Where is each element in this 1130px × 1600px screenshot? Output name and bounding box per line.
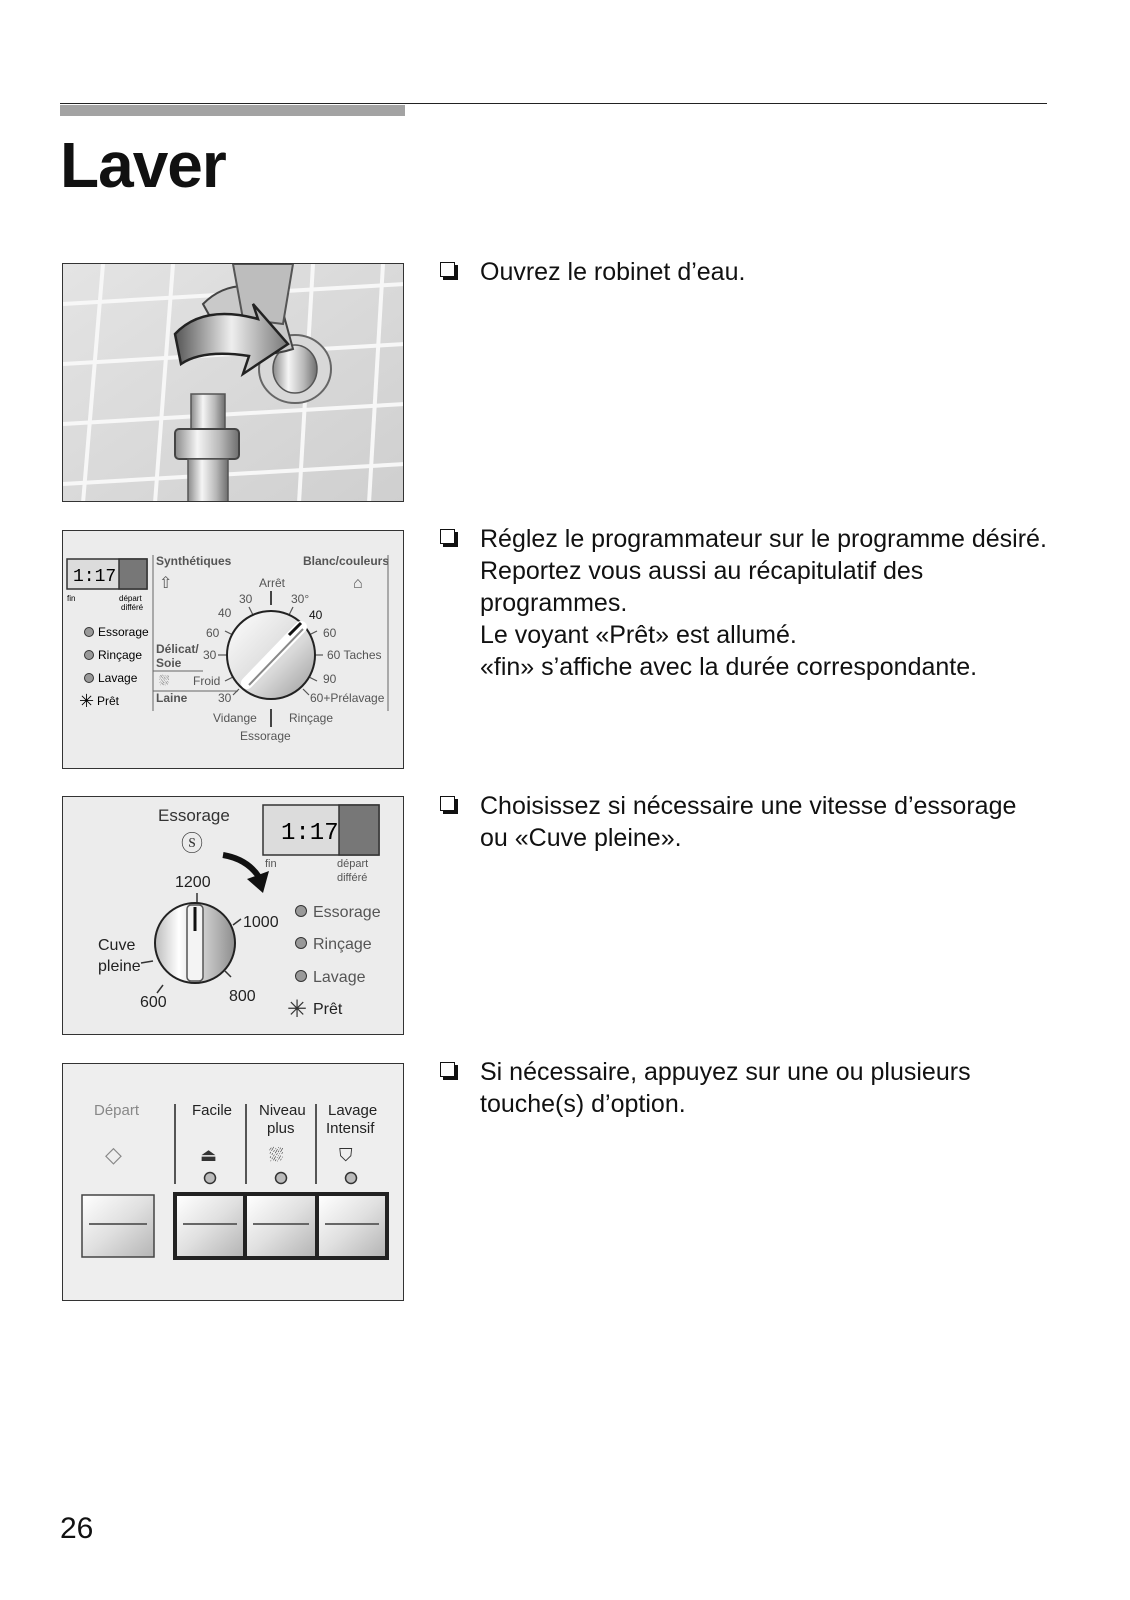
led-label: Lavage bbox=[98, 671, 138, 685]
label-pleine: pleine bbox=[98, 958, 141, 975]
label-essorage: Essorage bbox=[240, 729, 291, 743]
step-text: Choisissez si nécessaire une vitesse d’essorage bbox=[480, 792, 1017, 820]
led-essorage bbox=[296, 906, 307, 917]
step-text: «fin» s’affiche avec la durée correspondante. bbox=[480, 653, 978, 681]
step-3 bbox=[440, 790, 1070, 854]
iron-icon: ⏏ bbox=[200, 1145, 218, 1165]
label-differe: différé bbox=[337, 872, 368, 884]
display-screen bbox=[263, 805, 379, 855]
lavage-intensif-button[interactable] bbox=[319, 1196, 385, 1256]
step-text: Ouvrez le robinet d’eau. bbox=[480, 258, 746, 286]
checkbox-bullet-icon bbox=[440, 262, 455, 277]
checkbox-bullet-icon bbox=[440, 1062, 455, 1077]
label-depart: Départ bbox=[94, 1102, 140, 1119]
speed-label: 1000 bbox=[243, 914, 279, 931]
temp-label: 60 bbox=[323, 626, 337, 640]
label-differe: différé bbox=[121, 603, 144, 612]
led-essorage bbox=[85, 628, 94, 637]
spin-title: Essorage bbox=[158, 806, 230, 825]
shirt-icon: ⛉ bbox=[339, 1145, 353, 1165]
label-fin: fin bbox=[265, 858, 277, 870]
header-accent-bar bbox=[60, 105, 405, 116]
group-laine: Laine bbox=[156, 691, 188, 705]
star-icon: ✳ bbox=[79, 691, 95, 711]
display-screen bbox=[67, 559, 147, 589]
step-text: Le voyant «Prêt» est allumé. bbox=[480, 621, 797, 649]
step-2 bbox=[440, 523, 1070, 683]
start-button[interactable] bbox=[82, 1195, 154, 1257]
spin-icon: ⓢ bbox=[181, 831, 204, 856]
label-intensif: Intensif bbox=[326, 1120, 375, 1137]
speed-label: 800 bbox=[229, 988, 256, 1005]
step-1 bbox=[440, 256, 1070, 288]
speed-label: 600 bbox=[140, 994, 167, 1011]
led-label: Essorage bbox=[313, 904, 381, 921]
label-plus: plus bbox=[267, 1120, 295, 1137]
temp-label: 90 bbox=[323, 672, 337, 686]
led-lavage bbox=[85, 674, 94, 683]
temp-label: 60 Taches bbox=[327, 648, 382, 662]
star-icon: ✳ bbox=[287, 996, 308, 1023]
water-level-icon: ⛆ bbox=[269, 1145, 284, 1165]
spin-selector-panel bbox=[62, 796, 404, 1035]
program-selector-panel bbox=[62, 530, 404, 769]
label-froid: Froid bbox=[193, 674, 221, 688]
page-title: Laver bbox=[60, 129, 226, 201]
start-icon: ◇ bbox=[105, 1142, 122, 1167]
checkbox-bullet-icon bbox=[440, 529, 455, 544]
step-text: Reportez vous aussi au récapitulatif des bbox=[480, 557, 924, 585]
group-synthetiques: Synthétiques bbox=[156, 554, 232, 568]
page-number: 26 bbox=[60, 1512, 94, 1545]
synthetic-icon: ⇧ bbox=[159, 575, 173, 592]
led-rincage bbox=[296, 938, 307, 949]
group-blanc: Blanc/couleurs bbox=[303, 554, 390, 568]
step-4 bbox=[440, 1056, 1070, 1120]
led-lavage bbox=[296, 971, 307, 982]
facile-button[interactable] bbox=[177, 1196, 243, 1256]
group-delicat: Délicat/ bbox=[156, 642, 199, 656]
niveau-plus-button[interactable] bbox=[247, 1196, 315, 1256]
temp-label: 30 bbox=[203, 648, 217, 662]
led-label: Rinçage bbox=[313, 936, 372, 953]
option-buttons-panel bbox=[62, 1063, 404, 1301]
led-label: Prêt bbox=[313, 1001, 343, 1018]
temp-label: 60+Prélavage bbox=[310, 691, 385, 705]
led-label: Essorage bbox=[98, 625, 149, 639]
header-rule bbox=[60, 103, 1047, 104]
speed-label: 1200 bbox=[175, 874, 211, 891]
label-facile: Facile bbox=[192, 1102, 233, 1119]
temp-label: 30 bbox=[218, 691, 232, 705]
temp-label: 40 bbox=[309, 608, 323, 622]
label-lavage: Lavage bbox=[328, 1102, 378, 1119]
handwash-icon: ⛆ bbox=[159, 673, 170, 688]
step-text: programmes. bbox=[480, 589, 628, 617]
checkbox-bullet-icon bbox=[440, 796, 455, 811]
temp-label: 30° bbox=[291, 592, 310, 606]
display-time: 1:17 bbox=[281, 820, 339, 847]
temp-label: 40 bbox=[218, 606, 232, 620]
label-niveau: Niveau bbox=[259, 1102, 306, 1119]
led-label: Lavage bbox=[313, 969, 366, 986]
display-time: 1:17 bbox=[73, 567, 117, 587]
step-text: touche(s) d’option. bbox=[480, 1090, 686, 1118]
faucet-illustration bbox=[62, 263, 404, 502]
option-led bbox=[205, 1173, 216, 1184]
label-rincage: Rinçage bbox=[289, 711, 334, 725]
led-label: Rinçage bbox=[98, 648, 143, 662]
label-depart: départ bbox=[337, 858, 369, 870]
step-text: Réglez le programmateur sur le programme désiré. bbox=[480, 525, 1047, 553]
group-soie: Soie bbox=[156, 656, 182, 670]
option-led bbox=[276, 1173, 287, 1184]
step-text: Si nécessaire, appuyez sur une ou plusieurs bbox=[480, 1058, 971, 1086]
cotton-icon: ⌂ bbox=[353, 575, 363, 592]
led-label: Prêt bbox=[97, 694, 120, 708]
led-rincage bbox=[85, 651, 94, 660]
temp-label: 30 bbox=[239, 592, 253, 606]
label-cuve: Cuve bbox=[98, 937, 136, 954]
step-text: ou «Cuve pleine». bbox=[480, 824, 682, 852]
option-led bbox=[346, 1173, 357, 1184]
temp-label: 60 bbox=[206, 626, 220, 640]
label-vidange: Vidange bbox=[213, 711, 257, 725]
label-arret: Arrêt bbox=[259, 576, 286, 590]
label-fin: fin bbox=[67, 594, 76, 603]
label-depart: départ bbox=[119, 594, 142, 603]
